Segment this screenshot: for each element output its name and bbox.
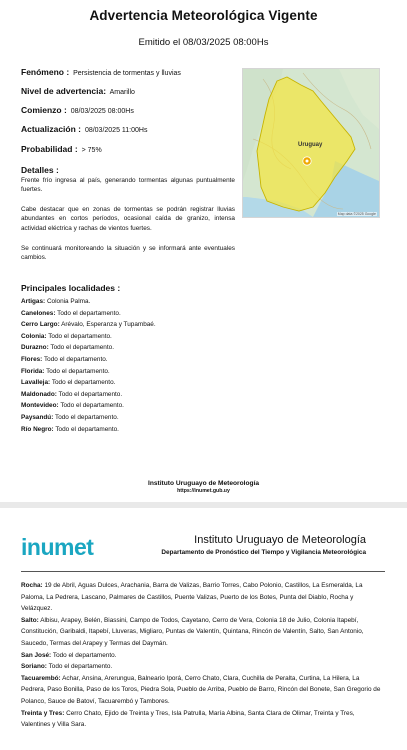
departamento-item-name: San José:	[21, 651, 52, 659]
map-country-label: Uruguay	[298, 142, 323, 148]
departamento-item-value: Cerro Chato, Ejido de Treinta y Tres, Isla Patrulla, María Albina, Santa Clara de Olimar, Treinta y Tres, Valentines y Villa Sara.	[21, 709, 355, 729]
fenomeno-value: Persistencia de tormentas y lluvias	[73, 70, 181, 77]
actualizacion-label: Actualización :	[21, 124, 81, 134]
departamento-item-name: Salto:	[21, 616, 39, 624]
detalles-paragraph: Frente frío ingresa al país, generando tormentas algunas puntualmente fuertes.	[21, 177, 235, 194]
field-nivel	[21, 86, 135, 96]
localidad-item-name: Cerro Largo:	[21, 321, 60, 329]
localidad-item-value: Todo el departamento.	[50, 344, 114, 352]
departamento-item-value: 19 de Abril, Aguas Dulces, Arachania, Barra de Valizas, Barrio Torres, Cabo Polonio, Castillos, La Esmeralda, La Paloma, La Pedrera, Lascano, Palmares de Castillos, Puente Valizas, Puerto de los Botes, Punta del Diablo, Rocha y Velázquez.	[21, 582, 363, 613]
departamento-item	[21, 580, 385, 615]
localidad-item	[21, 412, 321, 424]
departamento-item	[21, 661, 385, 673]
comienzo-label: Comienzo :	[21, 105, 67, 115]
footer-url[interactable]: https://inumet.gub.uy	[177, 488, 230, 494]
localidad-item-name: Montevideo:	[21, 402, 59, 410]
warning-map[interactable]	[242, 68, 380, 218]
localidad-item	[21, 331, 321, 343]
header-dept: Departamento de Pronóstico del Tiempo y Vigilancia Meteorológica	[161, 549, 366, 556]
localidad-item-name: Lavalleja:	[21, 379, 51, 387]
header-org: Instituto Uruguayo de Meteorología	[194, 534, 366, 546]
localidades-list	[21, 296, 321, 435]
localidad-item-value: Todo el departamento.	[48, 332, 112, 340]
header-divider	[21, 571, 385, 572]
localidad-item	[21, 354, 321, 366]
field-actualizacion	[21, 124, 147, 134]
detalles-title: Detalles :	[21, 165, 59, 175]
localidad-item	[21, 424, 321, 436]
localidades-title: Principales localidades :	[21, 283, 121, 293]
localidad-item-value: Arévalo, Esperanza y Tupambaé.	[61, 321, 156, 329]
footer-org: Instituto Uruguayo de Meteorología	[148, 480, 259, 487]
departamento-item-name: Treinta y Tres:	[21, 709, 65, 717]
inumet-logo: inumet	[21, 534, 94, 560]
departamentos-list	[21, 580, 385, 731]
nivel-value: Amarillo	[109, 89, 135, 96]
localidad-item-name: Flores:	[21, 355, 43, 363]
localidad-item	[21, 400, 321, 412]
map-attribution: Map data ©2025 Google	[337, 212, 376, 216]
localidad-item-name: Canelones:	[21, 309, 56, 317]
field-comienzo	[21, 105, 134, 115]
localidad-item	[21, 389, 321, 401]
localidad-item	[21, 296, 321, 308]
localidad-item-name: Maldonado:	[21, 390, 57, 398]
comienzo-value: 08/03/2025 08:00Hs	[70, 108, 134, 115]
departamento-item-value: Albisu, Arapey, Belén, Biassini, Campo de Todos, Cayetano, Cerro de Vera, Colonia 18 de Julio, Colonia Itapebí, Constitución, Garibaldi, Itapebí, Lluveras, Migliaro, Puntas de Valentín, Quintana, Rincón de Valentín, Salto, San Antonio, Saucedo, Termas del Arapey y Termas del Daymán.	[21, 616, 364, 647]
field-fenomeno	[21, 67, 181, 77]
page-title: Advertencia Meteorológica Vigente	[89, 8, 318, 23]
localidad-item-value: Todo el departamento.	[58, 390, 123, 398]
probabilidad-value: > 75%	[81, 147, 102, 154]
detalles-paragraph: Cabe destacar que en zonas de tormentas se podrán registrar lluvias abundantes en cortos períodos, ocasional caída de granizo, intensa actividad eléctrica y rachas de vientos fuertes.	[21, 206, 235, 232]
actualizacion-value: 08/03/2025 11:00Hs	[84, 127, 148, 134]
localidad-item-name: Río Negro:	[21, 425, 54, 433]
departamento-item	[21, 615, 385, 650]
localidad-item-value: Todo el departamento.	[60, 402, 124, 410]
departamento-item	[21, 673, 385, 708]
probabilidad-label: Probabilidad :	[21, 144, 78, 154]
localidad-item	[21, 319, 321, 331]
localidad-item	[21, 377, 321, 389]
departamento-item-value: Achar, Ansina, Arerungua, Balneario Iporá, Cerro Chato, Clara, Cuchilla de Peralta, Curtina, La Hilera, La Pedrera, Paso Bonilla, Paso de los Toros, Piedra Sola, Pueblo de Arriba, Pueblo de Barro, Rincón del Bonete, San Gregorio de Polanco, Sauce de Batoví, Tacuarembó y Tambores.	[21, 674, 381, 705]
fenomeno-label: Fenómeno :	[21, 67, 70, 77]
localidad-item-value: Todo el departamento.	[57, 309, 121, 317]
warning-page-2	[0, 508, 407, 750]
localidad-item-name: Durazno:	[21, 344, 49, 352]
departamento-item-name: Tacuarembó:	[21, 674, 61, 682]
localidad-item	[21, 342, 321, 354]
localidad-item-name: Paysandú:	[21, 413, 54, 421]
localidad-item-value: Colonia Palma.	[46, 298, 91, 305]
detalles-paragraph: Se continuará monitoreando la situación y se informará ante eventuales cambios.	[21, 245, 235, 262]
localidad-item	[21, 308, 321, 320]
page-footer	[0, 480, 407, 494]
departamento-item	[21, 708, 385, 731]
departamento-item-name: Rocha:	[21, 582, 43, 589]
localidad-item-value: Todo el departamento.	[51, 379, 116, 387]
localidad-item	[21, 366, 321, 378]
localidad-item-name: Artigas:	[21, 298, 46, 305]
localidad-item-value: Todo el departamento.	[46, 367, 110, 375]
localidad-item-value: Todo el departamento.	[43, 355, 108, 363]
field-probabilidad	[21, 144, 102, 154]
departamento-item-name: Soriano:	[21, 663, 47, 671]
emission-date: Emitido el 08/03/2025 08:00Hs	[138, 37, 269, 48]
nivel-label: Nivel de advertencia:	[21, 86, 107, 96]
localidad-item-name: Colonia:	[21, 332, 47, 340]
departamento-item-value: Todo el departamento.	[48, 663, 113, 671]
departamento-item-value: Todo el departamento.	[52, 651, 117, 659]
localidad-item-value: Todo el departamento.	[55, 413, 119, 421]
localidad-item-value: Todo el departamento.	[55, 425, 119, 433]
localidad-item-name: Florida:	[21, 367, 45, 375]
departamento-item	[21, 650, 385, 662]
